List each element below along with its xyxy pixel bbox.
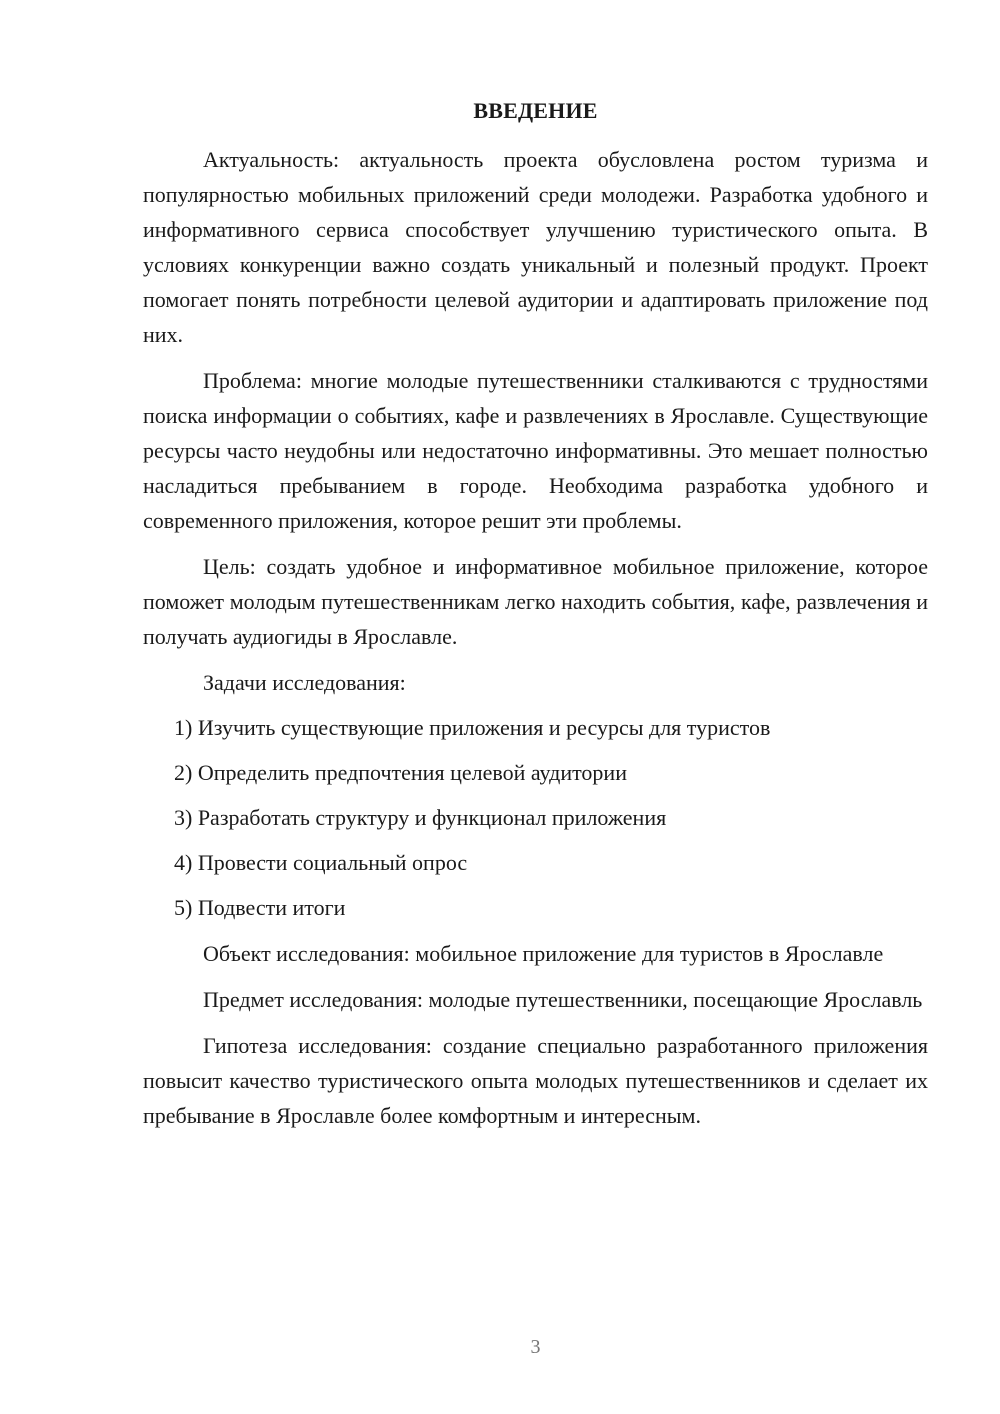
paragraph-hypothesis: Гипотеза исследования: создание специально разработанного приложения повысит качество туристического опыта молодых путешественников и сделает их пребывание в Ярославле более комфортным и интересным. bbox=[143, 1033, 928, 1128]
tasks-heading: Задачи исследования: bbox=[203, 670, 406, 695]
paragraph-goal: Цель: создать удобное и информативное мобильное приложение, которое поможет молодым путешественникам легко находить события, кафе, развлечения и получать аудиогиды в Ярославле. bbox=[143, 554, 928, 649]
paragraph-subject: Предмет исследования: молодые путешественники, посещающие Ярославль bbox=[203, 987, 923, 1012]
document-title: ВВЕДЕНИЕ bbox=[473, 98, 598, 123]
list-item: 5) Подвести итоги bbox=[174, 895, 346, 920]
task-list bbox=[143, 710, 928, 925]
list-item: 1) Изучить существующие приложения и ресурсы для туристов bbox=[174, 715, 771, 740]
list-item: 2) Определить предпочтения целевой аудитории bbox=[174, 760, 627, 785]
page-number: 3 bbox=[530, 1336, 541, 1358]
paragraph-object: Объект исследования: мобильное приложение для туристов в Ярославле bbox=[203, 941, 884, 966]
paragraph-relevance: Актуальность: актуальность проекта обусловлена ростом туризма и популярностью мобильных приложений среди молодежи. Разработка удобного и информативного сервиса способствует улучшению туристического опыта. В условиях конкуренции важно создать уникальный и полезный продукт. Проект помогает понять потребности целевой аудитории и адаптировать приложение под них. bbox=[143, 147, 928, 347]
list-item: 3) Разработать структуру и функционал приложения bbox=[174, 805, 667, 830]
document-body bbox=[143, 142, 928, 1144]
paragraph-problem: Проблема: многие молодые путешественники сталкиваются с трудностями поиска информации о событиях, кафе и развлечениях в Ярославле. Существующие ресурсы часто неудобны или недостаточно информативны. Это мешает полностью насладиться пребыванием в городе. Необходима разработка удобного и современного приложения, которое решит эти проблемы. bbox=[143, 368, 928, 533]
list-item: 4) Провести социальный опрос bbox=[174, 850, 468, 875]
